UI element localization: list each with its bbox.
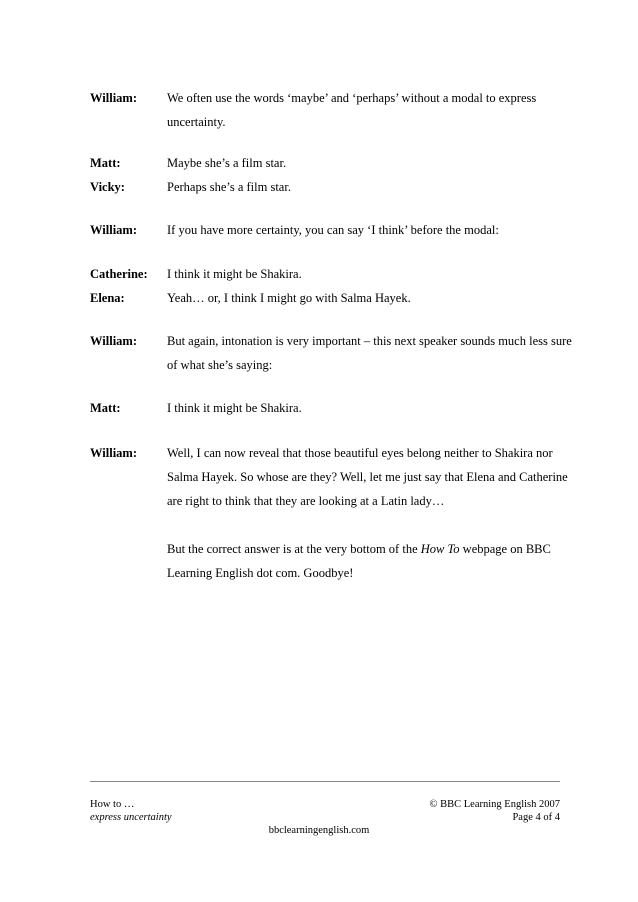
speaker-name: William: (90, 91, 137, 105)
speech-text (167, 151, 575, 175)
speech-text (167, 286, 575, 310)
speech-paragraph: We often use the words ‘maybe’ and ‘perhaps’ without a modal to express uncertainty. (167, 91, 537, 129)
speech-paragraph: If you have more certainty, you can say ‘I think’ before the modal: (167, 223, 499, 237)
final-text-after: webpage on BBC Learning English dot com. Goodbye! (167, 542, 551, 580)
speaker-name: William: (90, 223, 137, 237)
footer-topic: express uncertainty (90, 812, 172, 823)
speech-paragraph: Perhaps she’s a film star. (167, 180, 291, 194)
speech-paragraph: Yeah… or, I think I might go with Salma Hayek. (167, 291, 411, 305)
speech-text (167, 396, 575, 420)
footer-series-title: How to … (90, 799, 135, 810)
speaker-name: William: (90, 334, 137, 348)
speech-paragraph: I think it might be Shakira. (167, 401, 302, 415)
speech-text (167, 441, 575, 585)
speech-paragraph: But again, intonation is very important – this next speaker sounds much less sure of what she’s saying: (167, 334, 572, 372)
speaker-name: Elena: (90, 291, 125, 305)
final-text-before: But the correct answer is at the very bottom of the (167, 542, 421, 556)
speech-text (167, 262, 575, 286)
speech-paragraph: I think it might be Shakira. (167, 267, 302, 281)
speaker-name: Catherine: (90, 267, 148, 281)
speech-paragraph: Maybe she’s a film star. (167, 156, 287, 170)
speech-text (167, 86, 575, 134)
footer-right (430, 798, 560, 824)
footer-copyright: © BBC Learning English 2007 (429, 799, 560, 810)
footer-page-number: Page 4 of 4 (512, 812, 560, 823)
speaker-name: Vicky: (90, 180, 125, 194)
speech-text (167, 329, 575, 377)
speech-text (167, 218, 575, 242)
speaker-name: Matt: (90, 156, 121, 170)
footer-divider (90, 781, 560, 782)
speaker-name: Matt: (90, 401, 121, 415)
footer-website: bbclearningenglish.com (268, 825, 370, 836)
speech-text (167, 175, 575, 199)
speaker-name: William: (90, 446, 137, 460)
speech-paragraph-final (167, 537, 575, 585)
speech-paragraph: Well, I can now reveal that those beautiful eyes belong neither to Shakira nor Salma Hayek. So whose are they? Well, let me just say that Elena and Catherine are right to think that they are looking at a Latin lady… (167, 446, 568, 508)
how-to-emphasis: How To (420, 542, 460, 556)
footer-left (90, 798, 172, 824)
